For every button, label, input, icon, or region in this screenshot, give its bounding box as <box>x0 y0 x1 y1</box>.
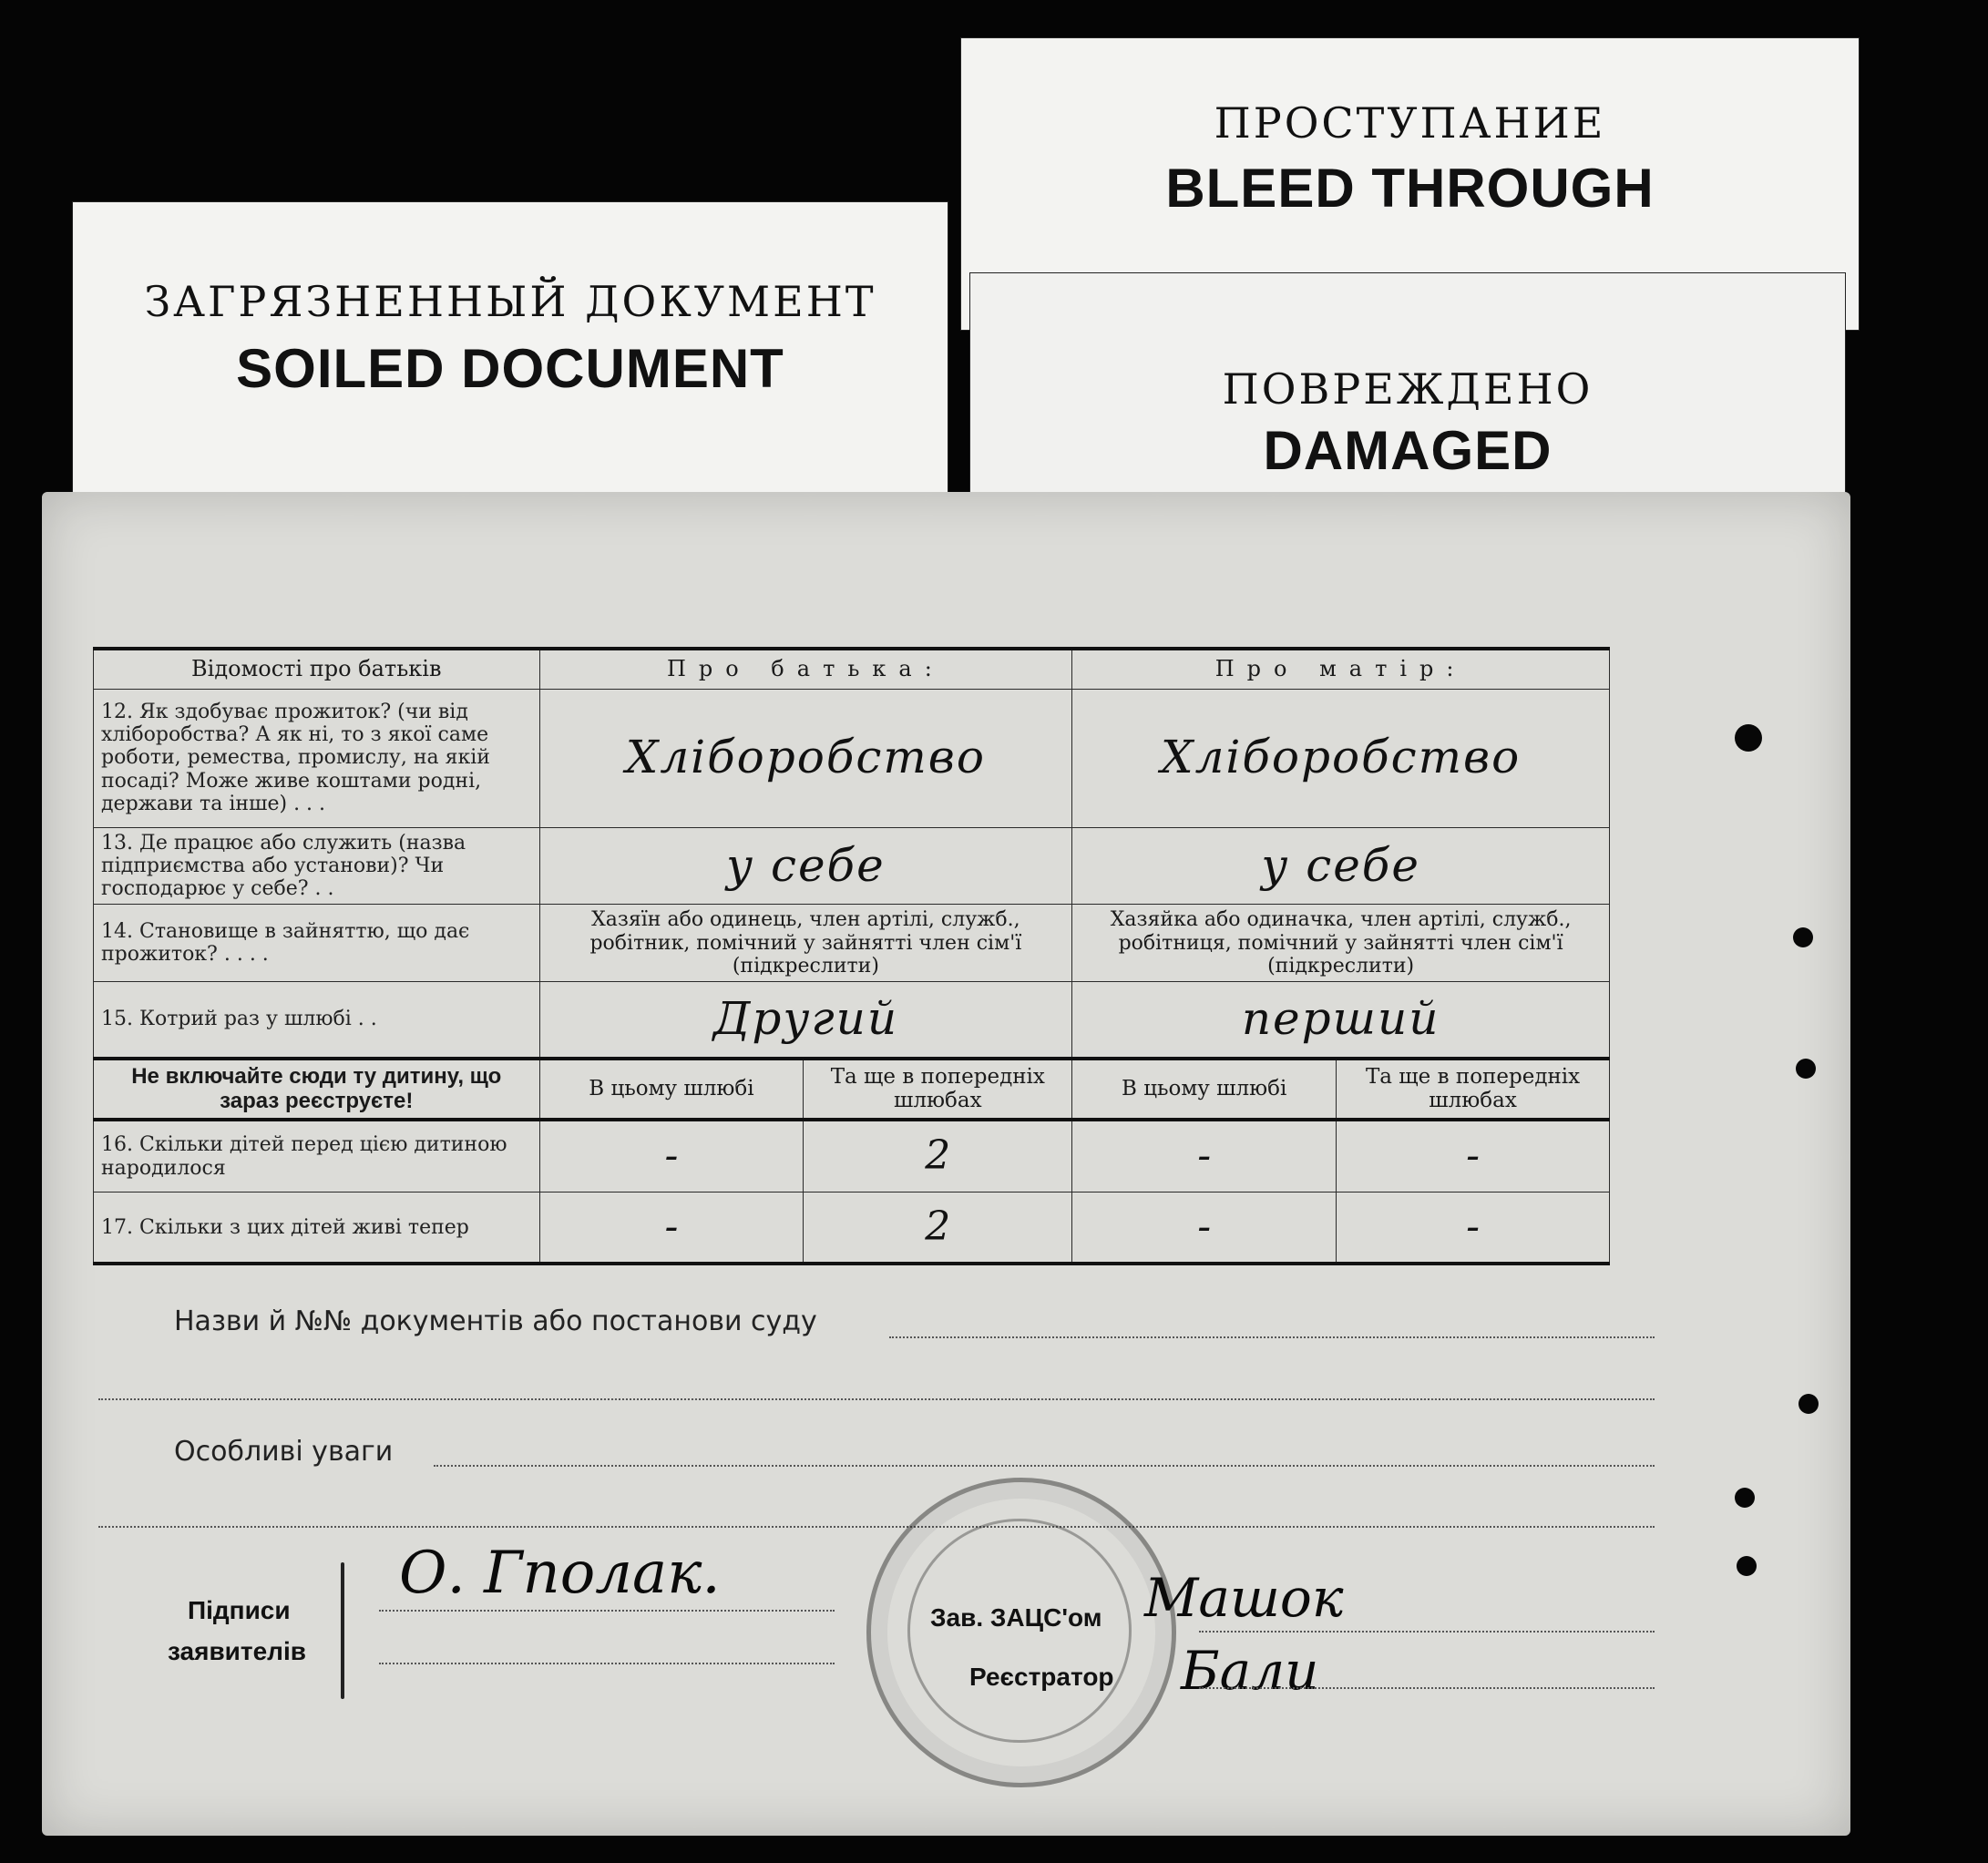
q16-mother-prev: - <box>1337 1120 1610 1193</box>
father-marriage-count: Другий <box>539 982 1072 1059</box>
applicant-sign-line-2 <box>379 1663 835 1664</box>
question-17: 17. Скільки з цих дітей живі тепер <box>94 1193 540 1264</box>
header-father: Про батька: <box>539 649 1072 689</box>
notes-line <box>434 1465 1655 1467</box>
punch-hole <box>1737 1556 1757 1576</box>
applicants-label-1: Підписи <box>188 1596 291 1624</box>
soiled-document-card <box>73 202 948 512</box>
table-row <box>94 1120 1610 1193</box>
documents-label: Назви й №№ документів або постанови суду <box>174 1305 817 1337</box>
q16-mother-this: - <box>1072 1120 1337 1193</box>
punch-hole <box>1735 724 1762 752</box>
mother-livelihood: Хліборобство <box>1072 689 1610 827</box>
father-this-marriage-header: В цьому шлюбі <box>539 1059 804 1120</box>
header-mother: Про матір: <box>1072 649 1610 689</box>
head-sign-line <box>1199 1631 1655 1633</box>
punch-hole <box>1798 1394 1819 1414</box>
question-15: 15. Котрий раз у шлюбі . . <box>94 982 540 1059</box>
question-14: 14. Становище в зайняттю, що дає прожиток? . . . . <box>94 905 540 982</box>
head-label: Зав. ЗАЦС'ом <box>930 1603 1102 1632</box>
q17-father-prev: 2 <box>804 1193 1072 1264</box>
table-row <box>94 827 1610 905</box>
father-prev-marriage-header: Та ще в попередніх шлюбах <box>804 1059 1072 1120</box>
table-row <box>94 982 1610 1059</box>
official-stamp <box>866 1478 1176 1787</box>
q16-father-this: - <box>539 1120 804 1193</box>
applicants-label-2: заявителів <box>168 1637 306 1665</box>
mother-prev-marriage-header: Та ще в попередніх шлюбах <box>1337 1059 1610 1120</box>
father-status-options: Хазяїн або одинець, член артілі, служб., робітник, помічний у зайнятті член сім'ї (підкреслити) <box>539 905 1072 982</box>
mother-workplace: у себе <box>1072 827 1610 905</box>
children-subheader-row <box>94 1059 1610 1120</box>
q17-mother-this: - <box>1072 1193 1337 1264</box>
registrar-sign-line <box>1199 1687 1655 1689</box>
applicant-signature: О. Гполак. <box>399 1540 721 1607</box>
parents-info-table <box>93 647 1610 1265</box>
damaged-en-label: DAMAGED <box>1263 420 1552 481</box>
punch-hole <box>1796 1059 1816 1079</box>
documents-line-2 <box>98 1398 1655 1400</box>
children-note: Не включайте сюди ту дитину, що зараз реєструєте! <box>94 1059 540 1120</box>
table-header-row <box>94 649 1610 689</box>
head-signature: Машок <box>1144 1567 1344 1629</box>
damaged-ru-label: ПОВРЕЖДЕНО <box>1222 364 1593 414</box>
soiled-en-label: SOILED DOCUMENT <box>236 338 784 399</box>
applicant-sign-line <box>379 1610 835 1612</box>
table-row <box>94 689 1610 827</box>
father-livelihood: Хліборобство <box>539 689 1072 827</box>
bleed-en-label: BLEED THROUGH <box>1165 158 1655 219</box>
q16-father-prev: 2 <box>804 1120 1072 1193</box>
table-row <box>94 1193 1610 1264</box>
brace-line <box>341 1562 344 1699</box>
q17-mother-prev: - <box>1337 1193 1610 1264</box>
documents-line <box>889 1336 1655 1338</box>
form-content <box>93 647 1610 1265</box>
table-row <box>94 905 1610 982</box>
notes-line-2 <box>98 1526 1655 1528</box>
punch-hole <box>1735 1488 1755 1508</box>
registry-form-sheet <box>42 492 1850 1836</box>
registrar-label: Реєстратор <box>969 1663 1114 1691</box>
q17-father-this: - <box>539 1193 804 1264</box>
question-16: 16. Скільки дітей перед цією дитиною народилося <box>94 1120 540 1193</box>
header-parents-info: Відомості про батьків <box>94 649 540 689</box>
mother-this-marriage-header: В цьому шлюбі <box>1072 1059 1337 1120</box>
notes-label: Особливі уваги <box>174 1436 394 1468</box>
question-13: 13. Де працює або служить (назва підприємства або установи)? Чи господарює у себе? . . <box>94 827 540 905</box>
punch-hole <box>1793 927 1813 947</box>
mother-marriage-count: перший <box>1072 982 1610 1059</box>
bleed-ru-label: ПРОСТУПАНИЕ <box>1214 98 1606 148</box>
soiled-ru-label: ЗАГРЯЗНЕННЫЙ ДОКУМЕНТ <box>144 277 876 326</box>
mother-status-options: Хазяйка або одиначка, член артілі, служб., робітниця, помічний у зайнятті член сім'ї (підкреслити) <box>1072 905 1610 982</box>
registrar-signature: Бали <box>1181 1640 1319 1702</box>
father-workplace: у себе <box>539 827 1072 905</box>
question-12: 12. Як здобуває прожиток? (чи від хліборобства? А як ні, то з якої саме роботи, ремества, промислу, на якій посаді? Може живе коштами родні, держави та інше) . . . <box>94 689 540 827</box>
